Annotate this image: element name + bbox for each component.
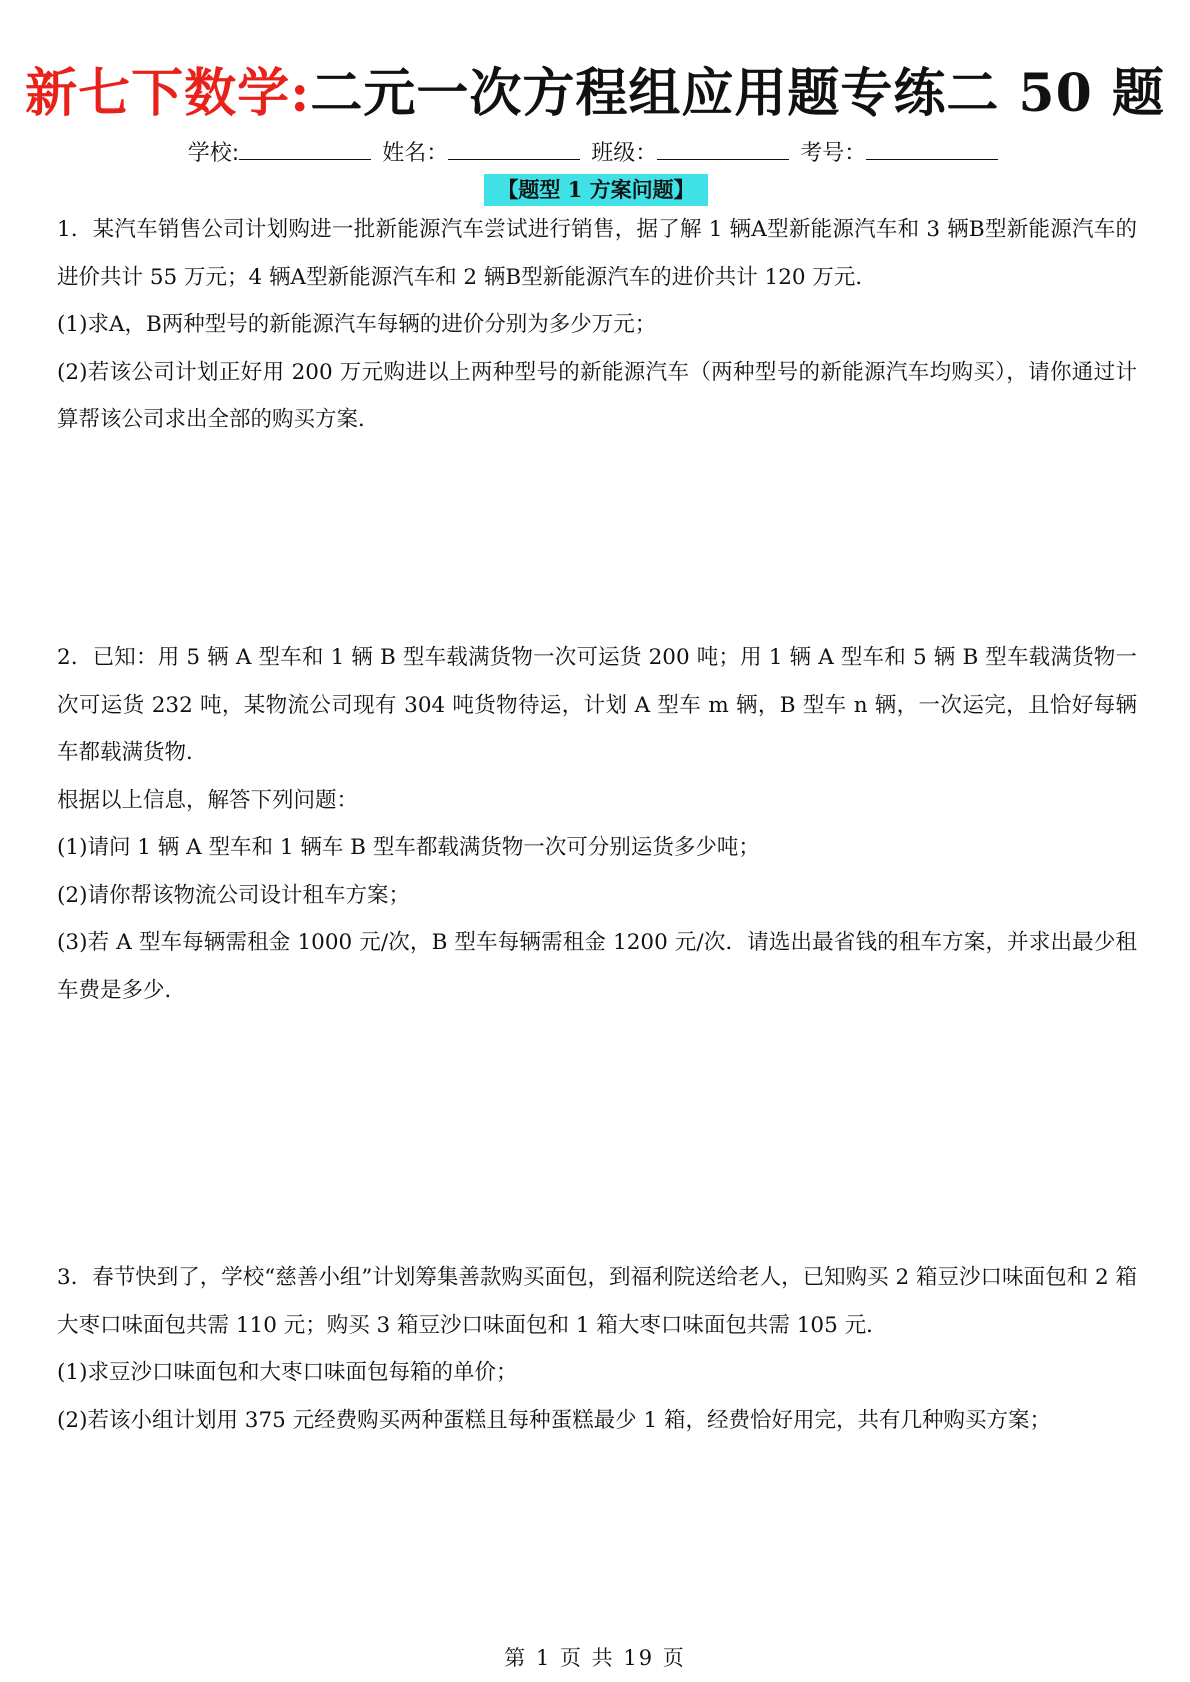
- question-1: [57, 206, 1137, 444]
- name-blank[interactable]: [448, 135, 580, 160]
- question-2-instruction: 根据以上信息，解答下列问题：: [57, 787, 359, 813]
- question-2: [57, 634, 1137, 1014]
- question-2-part-2: (2)请你帮该物流公司设计租车方案；: [57, 882, 410, 908]
- question-2-stem: 2．已知：用 5 辆 A 型车和 1 辆 B 型车载满货物一次可运货 200 吨；用 1 辆 A 型车和 5 辆 B 型车载满货物一次可运货 232 吨，某物流公司现有 304 吨货物待运，计划 A 型车 m 辆，B 型车 n 辆，一次运完，且恰好每辆车都载满货物．: [57, 645, 1137, 765]
- section-banner: 【题型 1 方案问题】: [484, 174, 708, 206]
- question-1-part-2: (2)若该公司计划正好用 200 万元购进以上两种型号的新能源汽车（两种型号的新能源汽车均购买），请你通过计算帮该公司求出全部的购买方案．: [57, 359, 1137, 432]
- question-2-part-3: (3)若 A 型车每辆需租金 1000 元/次，B 型车每辆需租金 1200 元/次．请选出最省钱的租车方案，并求出最少租车费是多少．: [57, 930, 1137, 1003]
- title-black-part: 二元一次方程组应用题专练二 50 题: [310, 63, 1165, 124]
- school-label: 学校:: [187, 141, 240, 166]
- title-red-part: 新七下数学:: [25, 63, 311, 124]
- question-3: [57, 1254, 1137, 1444]
- question-1-stem: 1．某汽车销售公司计划购进一批新能源汽车尝试进行销售，据了解 1 辆A型新能源汽车和 3 辆B型新能源汽车的进价共计 55 万元；4 辆A型新能源汽车和 2 辆B型新能源汽车的进价共计 120 万元．: [57, 217, 1137, 290]
- class-blank[interactable]: [657, 135, 789, 160]
- name-label: 姓名：: [382, 141, 449, 166]
- question-3-part-2: (2)若该小组计划用 375 元经费购买两种蛋糕且每种蛋糕最少 1 箱，经费恰好用完，共有几种购买方案；: [57, 1407, 1052, 1433]
- question-3-stem: 3．春节快到了，学校“慈善小组”计划筹集善款购买面包，到福利院送给老人，已知购买 2 箱豆沙口味面包和 2 箱大枣口味面包共需 110 元；购买 3 箱豆沙口味面包和 1 箱大枣口味面包共需 105 元．: [57, 1265, 1137, 1338]
- page-title: [0, 58, 1190, 130]
- school-blank[interactable]: [239, 135, 371, 160]
- question-1-part-1: (1)求A，B两种型号的新能源汽车每辆的进价分别为多少万元；: [57, 312, 657, 337]
- number-label: 考号：: [800, 141, 867, 166]
- question-2-part-1: (1)请问 1 辆 A 型车和 1 辆车 B 型车都载满货物一次可分别运货多少吨；: [57, 835, 760, 860]
- student-info-row: [0, 135, 1190, 170]
- question-3-part-1: (1)求豆沙口味面包和大枣口味面包每箱的单价；: [57, 1360, 518, 1385]
- page-footer: 第 1 页 共 19 页: [504, 1646, 686, 1670]
- number-blank[interactable]: [866, 135, 998, 160]
- class-label: 班级：: [591, 141, 658, 166]
